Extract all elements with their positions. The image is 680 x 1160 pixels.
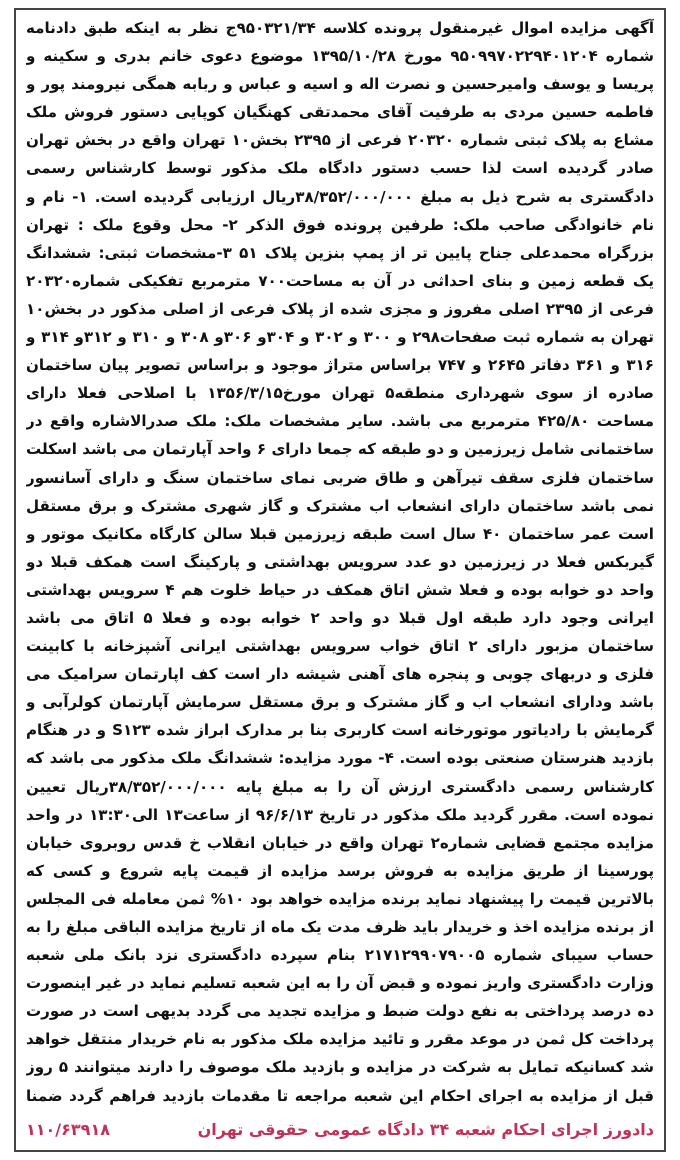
notice-footer bbox=[26, 1114, 654, 1144]
notice-body-text: آگهی مزایده اموال غیرمنقول پرونده کلاسه ۹۵۰۳۲۱/۳۴ج نظر به اینکه طبق دادنامه شماره ۹۵۰۹۹۷۰۲۲۹۴۰۱۲۰۴ مورخ ۱۳۹۵/۱۰/۲۸ موضوع دعوی خانم بدری و سکینه و پریسا و یوسف وامیرحسین و نصرت اله و اسیه و عباس و ربابه همگی نیرومند پور و فاطمه حسین مردی به طرفیت آقای محمدتقی کهنگیان کوپایی دستور فروش ملک مشاع به پلاک ثبتی شماره ۲۰۳۲۰ فرعی از ۲۳۹۵ بخش۱۰ تهران واقع در بخش تهران صادر گردیده است لذا حسب دستور دادگاه ملک مذکور توسط کارشناس رسمی دادگستری به شرح ذیل به مبلغ ۳۸/۳۵۲/۰۰۰/۰۰۰ریال ارزیابی گردیده است. ۱- نام و نام خانوادگی صاحب ملک: طرفین پرونده فوق الذکر ۲- محل وقوع ملک : تهران بزرگراه محمدعلی جناح پایین تر از پمپ بنزین پلاک ۵۱ ۳-مشخصات ثبتی: ششدانگ یک قطعه زمین و بنای احداثی در آن به مساحت۷۰۰ مترمربع تفکیکی شماره۲۰۳۲۰ فرعی از ۲۳۹۵ اصلی مفروز و مجزی شده از پلاک فرعی از اصلی مذکور در بخش۱۰ تهران به شماره ثبت صفحات۲۹۸ و ۳۰۰ و ۳۰۲ و ۳۰۴و ۳۰۶و ۳۰۸ و ۳۱۰ و ۳۱۲و ۳۱۴ و ۳۱۶ و ۳۶۱ دفاتر ۲۶۴۵ و ۷۴۷ براساس متراژ موجود و براساس تصویر پیان ساختمان صادره از سوی شهرداری منطقه۵ تهران مورخ۱۳۵۶/۳/۱۵ با اصلاحی فعلا دارای مساحت ۴۲۵/۸۰ مترمربع می باشد. سایر مشخصات ملک: ملک صدرالاشاره واقع در ساختمانی شامل زیرزمین و دو طبقه که جمعا دارای ۶ واحد آپارتمان می باشد اسکلت ساختمان فلزی سقف تیرآهن و طاق ضربی نمای ساختمان سنگ و دارای آسانسور نمی باشد ساختمان دارای انشعاب اب مشترک و گاز شهری مشترک و برق مستقل است عمر ساختمان ۴۰ سال است طبقه زیرزمین قبلا سالن کارگاه مکانیک موتور و گیربکس فعلا در زیرزمین دو عدد سرویس بهداشتی و پارکینگ است همکف قبلا دو واحد دو خوابه بوده و فعلا شش اتاق همکف در حیاط خلوت هم ۴ سرویس بهداشتی ایرانی وجود دارد طبقه اول قبلا دو واحد ۲ خوابه بوده و فعلا ۵ اتاق می باشد ساختمان مزبور دارای ۲ اتاق خواب سرویس بهداشتی ایرانی آشپزخانه با کابینت فلزی و دربهای چوبی و پنجره های آهنی شیشه دار است کف اپارتمان سرامیک می باشد ودارای انشعاب اب و گاز مشترک و برق مستقل سرمایش آپارتمان کولرآبی و گرمایش با رادیاتور موتورخانه است کاربری بنا بر مدارک ابراز شده S۱۲۳ و در هنگام بازدید هنرستان صنعتی بوده است. ۴- مورد مزایده: ششدانگ ملک مذکور می باشد که کارشناس رسمی دادگستری ارزش آن را به مبلغ پایه ۳۸/۳۵۲/۰۰۰/۰۰۰ریال تعیین نموده است. مقرر گردید ملک مذکور در تاریخ ۹۶/۶/۱۳ از ساعت۱۳ الی۱۳:۳۰ در واحد مزایده مجتمع قضایی شماره۲ تهران واقع در خیابان انقلاب خ قدس روبروی خیابان پورسینا از طریق مزایده به فروش برسد مزایده از قیمت پایه شروع و کسی که بالاترین قیمت را پیشنهاد نماید برنده مزایده خواهد بود ۱۰% ثمن معامله فی المجلس از برنده مزایده اخذ و خریدار باید ظرف مدت یک ماه از تاریخ مزایده الباقی مبلغ را به حساب سیبای شماره ۲۱۷۱۲۹۹۰۷۹۰۰۵ بنام سپرده دادگستری نزد بانک ملی شعبه وزارت دادگستری واریز نموده و قبض آن را به این شعبه تسلیم نماید در غیر اینصورت ده درصد پرداختی به نفع دولت ضبط و مزایده تجدید می گردد بدیهی است در صورت پرداخت کل ثمن در موعد مقرر و تائید مزایده ملک مذکور به نام خریدار منتقل خواهد شد کسانیکه تمایل به شرکت در مزایده و بازدید ملک موصوف را دارند میتوانند ۵ روز قبل از مزایده به اجرای احکام این شعبه مراجعه تا مقدمات بازدید فراهم گردد ضمنا bbox=[26, 19, 654, 1105]
legal-notice bbox=[14, 8, 666, 1152]
signature-line: دادورز اجرای احکام شعبه ۳۴ دادگاه عمومی حقوقی تهران bbox=[197, 1119, 654, 1139]
notice-body bbox=[26, 14, 654, 1110]
notice-code: ۱۱۰/۶۳۹۱۸ bbox=[26, 1119, 110, 1139]
